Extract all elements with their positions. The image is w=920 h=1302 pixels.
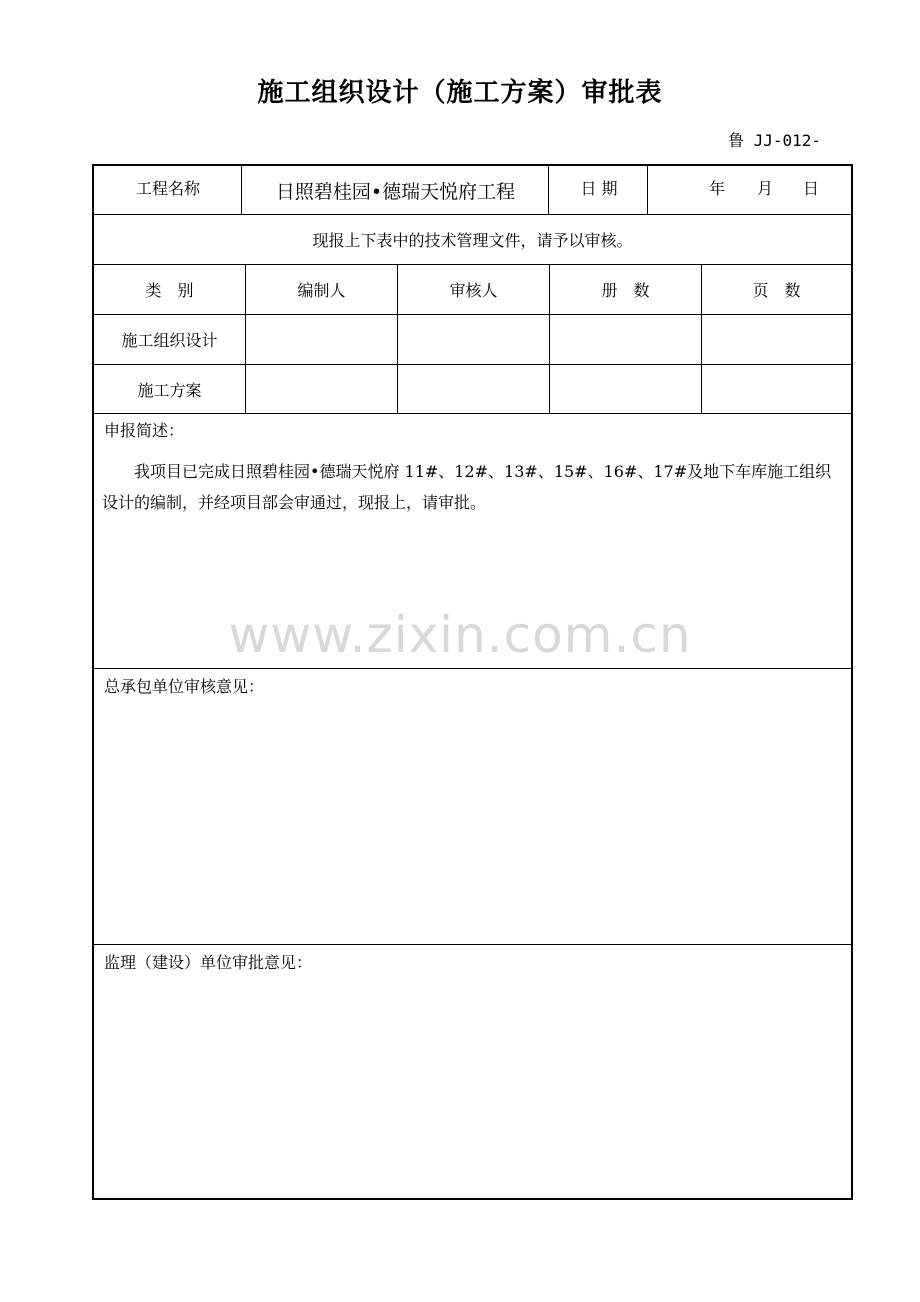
contractor-opinion-label: 总承包单位审核意见： bbox=[104, 677, 265, 696]
column-header-compiler: 编制人 bbox=[297, 281, 346, 300]
divider bbox=[94, 413, 851, 414]
column-header-category: 类 别 bbox=[145, 281, 194, 300]
divider bbox=[647, 166, 648, 214]
form-code: 鲁 JJ-012- bbox=[728, 131, 822, 150]
table-row-pages bbox=[702, 365, 851, 413]
table-row-reviewer bbox=[398, 315, 549, 364]
approval-form-table bbox=[92, 164, 853, 1200]
divider bbox=[94, 944, 851, 945]
watermark: www.zixin.com.cn bbox=[228, 606, 692, 664]
table-row-category: 施工组织设计 bbox=[121, 331, 218, 350]
column-header-reviewer: 审核人 bbox=[449, 281, 498, 300]
table-row-volumes bbox=[550, 315, 701, 364]
supervisor-opinion-label: 监理（建设）单位审批意见： bbox=[104, 953, 313, 972]
table-row-reviewer bbox=[398, 365, 549, 413]
project-name-value: 日照碧桂园•德瑞天悦府工程 bbox=[275, 180, 516, 203]
form-title: 施工组织设计（施工方案）审批表 bbox=[257, 78, 663, 108]
table-row-compiler bbox=[246, 365, 397, 413]
divider bbox=[549, 265, 550, 413]
divider bbox=[701, 265, 702, 413]
date-label: 日 期 bbox=[580, 179, 618, 198]
date-month-label: 月 bbox=[756, 179, 773, 198]
divider bbox=[548, 166, 549, 214]
project-name-label: 工程名称 bbox=[135, 179, 200, 198]
date-day-label: 日 bbox=[802, 179, 819, 198]
divider bbox=[245, 265, 246, 413]
table-row-volumes bbox=[550, 365, 701, 413]
divider bbox=[94, 668, 851, 669]
summary-label: 申报简述： bbox=[104, 421, 185, 440]
table-row-compiler bbox=[246, 315, 397, 364]
submission-notice: 现报上下表中的技术管理文件，请予以审核。 bbox=[312, 231, 633, 250]
summary-text: 我项目已完成日照碧桂园•德瑞天悦府 11#、12#、13#、15#、16#、17#及地下车库施工组织设计的编制，并经项目部会审通过，现报上，请审批。 bbox=[102, 462, 832, 512]
table-row-category: 施工方案 bbox=[137, 380, 202, 400]
column-header-volumes: 册 数 bbox=[601, 281, 650, 300]
date-year-label: 年 bbox=[708, 179, 725, 198]
table-row-pages bbox=[702, 315, 851, 364]
divider bbox=[397, 265, 398, 413]
divider bbox=[241, 166, 242, 214]
column-header-pages: 页 数 bbox=[752, 281, 801, 300]
